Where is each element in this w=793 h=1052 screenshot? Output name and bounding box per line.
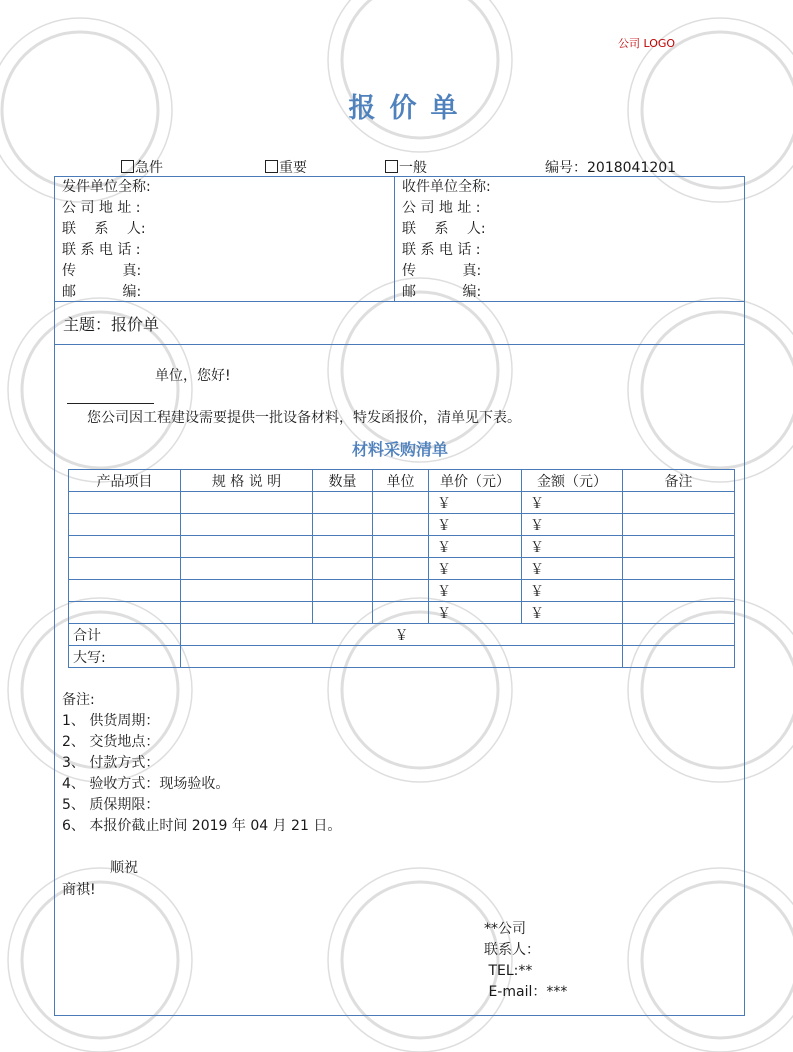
- priority-urgent[interactable]: 急件: [121, 157, 163, 177]
- col-header: 规 格 说 明: [181, 470, 313, 492]
- receiver-company-label: 收件单位全称:: [402, 179, 491, 195]
- table-row: [69, 536, 735, 558]
- table-row: [69, 580, 735, 602]
- note-item: 4、 验收方式：现场验收。: [62, 776, 230, 792]
- checkbox-icon: [121, 160, 134, 173]
- amount-cell[interactable]: ￥: [522, 492, 623, 514]
- signature-tel: TEL:**: [484, 963, 533, 979]
- company-logo-text: 公司 LOGO: [618, 37, 676, 50]
- sender-postcode-label: 邮 编:: [62, 284, 142, 300]
- signature-email: E-mail：***: [484, 984, 568, 1000]
- receiver-contact-label: 联 系 人:: [402, 221, 486, 237]
- unit-price-cell[interactable]: ￥: [429, 536, 522, 558]
- note-item: 1、 供货周期：: [62, 713, 160, 729]
- closing-line-1: 顺祝: [110, 860, 138, 876]
- col-header: 产品项目: [69, 470, 181, 492]
- note-item: 3、 付款方式：: [62, 755, 160, 771]
- divider: [54, 344, 745, 345]
- col-header: 备注: [623, 470, 735, 492]
- sender-fax-label: 传 真:: [62, 263, 142, 279]
- amount-cell[interactable]: ￥: [522, 602, 623, 624]
- capital-label: 大写:: [69, 646, 181, 668]
- amount-cell[interactable]: ￥: [522, 558, 623, 580]
- checkbox-icon: [385, 160, 398, 173]
- notes-section: [62, 690, 341, 837]
- col-header: 单价（元）: [429, 470, 522, 492]
- sender-contact-label: 联 系 人:: [62, 221, 146, 237]
- receiver-fax-label: 传 真:: [402, 263, 482, 279]
- amount-cell[interactable]: ￥: [522, 514, 623, 536]
- amount-cell[interactable]: ￥: [522, 536, 623, 558]
- page-title: 报价单: [348, 93, 472, 124]
- recipient-blank-line: [67, 403, 154, 404]
- divider: [54, 301, 745, 302]
- capital-row: [69, 646, 735, 668]
- receiver-phone-label: 联 系 电 话 :: [402, 242, 481, 258]
- note-item: 6、 本报价截止时间 2019 年 04 月 21 日。: [62, 818, 342, 834]
- amount-cell[interactable]: ￥: [522, 580, 623, 602]
- table-title: 材料采购清单: [351, 440, 448, 459]
- unit-price-cell[interactable]: ￥: [429, 602, 522, 624]
- col-header: 单位: [373, 470, 429, 492]
- signature-company: **公司: [484, 921, 526, 937]
- note-item: 2、 交货地点：: [62, 734, 160, 750]
- col-header: 数量: [313, 470, 373, 492]
- address-divider: [394, 177, 395, 301]
- unit-price-cell[interactable]: ￥: [429, 580, 522, 602]
- sender-fields: [62, 177, 151, 303]
- priority-normal[interactable]: 一般: [385, 157, 427, 177]
- document-number: 编号：2018041201: [545, 160, 677, 176]
- receiver-address-label: 公 司 地 址 :: [402, 200, 481, 216]
- notes-title: 备注:: [62, 692, 95, 708]
- sender-address-label: 公 司 地 址 :: [62, 200, 141, 216]
- table-row: [69, 492, 735, 514]
- table-row: [69, 602, 735, 624]
- total-label: 合计: [69, 624, 181, 646]
- checkbox-icon: [265, 160, 278, 173]
- unit-price-cell[interactable]: ￥: [429, 492, 522, 514]
- unit-price-cell[interactable]: ￥: [429, 558, 522, 580]
- table-row: [69, 558, 735, 580]
- table-header-row: [69, 470, 735, 492]
- intro-text: 您公司因工程建设需要提供一批设备材料，特发函报价，清单见下表。: [87, 410, 521, 426]
- col-header: 金额（元）: [522, 470, 623, 492]
- greeting: 单位，您好!: [155, 368, 231, 384]
- receiver-fields: [402, 177, 491, 303]
- priority-important[interactable]: 重要: [265, 157, 307, 177]
- closing-line-2: 商祺!: [62, 882, 96, 898]
- table-row: [69, 514, 735, 536]
- capital-value[interactable]: [181, 646, 623, 668]
- total-row: [69, 624, 735, 646]
- unit-price-cell[interactable]: ￥: [429, 514, 522, 536]
- total-value[interactable]: ￥: [181, 624, 623, 646]
- sender-company-label: 发件单位全称:: [62, 179, 151, 195]
- note-item: 5、 质保期限：: [62, 797, 160, 813]
- subject-line: 主题：报价单: [63, 315, 160, 334]
- receiver-postcode-label: 邮 编:: [402, 284, 482, 300]
- signature-contact: 联系人：: [484, 942, 540, 958]
- signature-block: [484, 919, 567, 1003]
- items-table: [68, 469, 735, 668]
- sender-phone-label: 联 系 电 话 :: [62, 242, 141, 258]
